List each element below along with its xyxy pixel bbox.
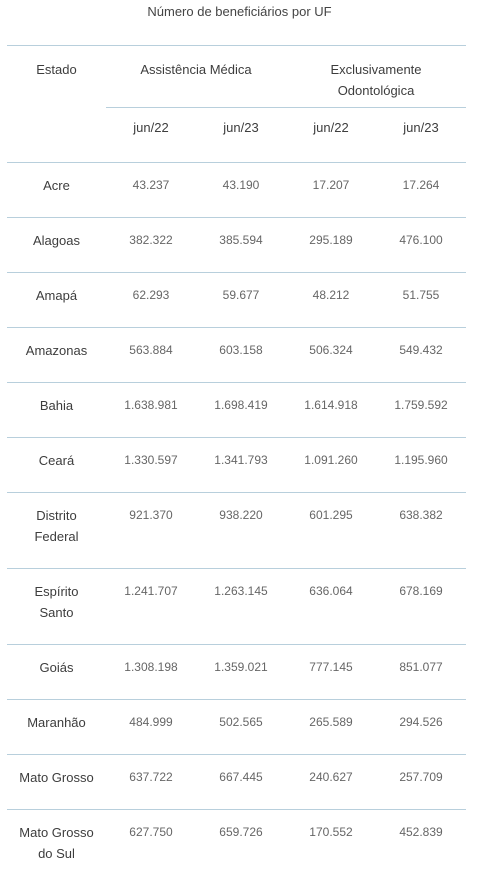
table-row (7, 218, 466, 273)
value-cell: 506.324 (286, 328, 376, 383)
table-row (7, 328, 466, 383)
value-cell: 476.100 (376, 218, 466, 273)
value-cell: 921.370 (106, 493, 196, 569)
value-cell: 452.839 (376, 810, 466, 886)
value-cell: 563.884 (106, 328, 196, 383)
value-cell: 17.207 (286, 163, 376, 218)
state-name: Maranhão (27, 715, 86, 730)
value-cell: 295.189 (286, 218, 376, 273)
value-cell: 1.263.145 (196, 569, 286, 645)
table-row (7, 810, 466, 886)
state-name: Amapá (35, 288, 78, 303)
value-cell: 1.341.793 (196, 438, 286, 493)
table-row (7, 700, 466, 755)
value-cell: 62.293 (106, 273, 196, 328)
state-cell (7, 163, 106, 218)
table-row (7, 163, 466, 218)
value-cell: 601.295 (286, 493, 376, 569)
table-row (7, 383, 466, 438)
header-group-dental-line1: Exclusivamente (330, 62, 422, 77)
header-period: jun/23 (196, 108, 286, 163)
value-cell: 636.064 (286, 569, 376, 645)
value-cell: 43.237 (106, 163, 196, 218)
state-cell (7, 810, 106, 886)
table-row (7, 438, 466, 493)
table-row (7, 755, 466, 810)
value-cell: 638.382 (376, 493, 466, 569)
value-cell: 265.589 (286, 700, 376, 755)
value-cell: 382.322 (106, 218, 196, 273)
value-cell: 1.614.918 (286, 383, 376, 438)
value-cell: 851.077 (376, 645, 466, 700)
header-group-dental (286, 46, 466, 108)
value-cell: 1.698.419 (196, 383, 286, 438)
state-name: Espírito (34, 584, 79, 599)
value-cell: 678.169 (376, 569, 466, 645)
state-name: Federal (34, 529, 79, 544)
value-cell: 549.432 (376, 328, 466, 383)
header-group-medical: Assistência Médica (140, 62, 252, 77)
state-name: Amazonas (25, 343, 88, 358)
value-cell: 1.091.260 (286, 438, 376, 493)
value-cell: 777.145 (286, 645, 376, 700)
state-name: Acre (43, 178, 70, 193)
value-cell: 1.759.592 (376, 383, 466, 438)
header-row (7, 46, 466, 108)
value-cell: 48.212 (286, 273, 376, 328)
value-cell: 637.722 (106, 755, 196, 810)
value-cell: 43.190 (196, 163, 286, 218)
value-cell: 51.755 (376, 273, 466, 328)
state-cell (7, 493, 106, 569)
state-cell (7, 328, 106, 383)
state-cell (7, 700, 106, 755)
value-cell: 1.241.707 (106, 569, 196, 645)
header-group-dental-line2: Odontológica (337, 83, 415, 98)
value-cell: 659.726 (196, 810, 286, 886)
state-name: do Sul (38, 846, 75, 861)
state-name: Mato Grosso (19, 770, 94, 785)
value-cell: 240.627 (286, 755, 376, 810)
header-period: jun/22 (106, 108, 196, 163)
value-cell: 502.565 (196, 700, 286, 755)
value-cell: 385.594 (196, 218, 286, 273)
state-name: Ceará (38, 453, 75, 468)
table-row (7, 273, 466, 328)
state-cell (7, 218, 106, 273)
table-row (7, 645, 466, 700)
state-cell (7, 438, 106, 493)
value-cell: 17.264 (376, 163, 466, 218)
value-cell: 627.750 (106, 810, 196, 886)
value-cell: 1.330.597 (106, 438, 196, 493)
state-cell (7, 645, 106, 700)
state-cell (7, 273, 106, 328)
value-cell: 938.220 (196, 493, 286, 569)
value-cell: 603.158 (196, 328, 286, 383)
state-name: Goiás (39, 660, 74, 675)
state-cell (7, 755, 106, 810)
state-name: Santo (39, 605, 74, 620)
value-cell: 170.552 (286, 810, 376, 886)
table-row (7, 569, 466, 645)
state-cell (7, 569, 106, 645)
state-name: Distrito (36, 508, 77, 523)
state-name: Alagoas (33, 233, 80, 248)
value-cell: 1.638.981 (106, 383, 196, 438)
table-body (7, 163, 466, 886)
value-cell: 667.445 (196, 755, 286, 810)
value-cell: 1.359.021 (196, 645, 286, 700)
value-cell: 1.308.198 (106, 645, 196, 700)
state-cell (7, 383, 106, 438)
value-cell: 484.999 (106, 700, 196, 755)
header-period: jun/23 (376, 108, 466, 163)
state-name: Bahia (39, 398, 74, 413)
table-row (7, 493, 466, 569)
value-cell: 59.677 (196, 273, 286, 328)
beneficiaries-table (7, 45, 466, 886)
header-period: jun/22 (286, 108, 376, 163)
header-state: Estado (36, 62, 77, 77)
value-cell: 294.526 (376, 700, 466, 755)
value-cell: 257.709 (376, 755, 466, 810)
state-name: Mato Grosso (19, 825, 94, 840)
value-cell: 1.195.960 (376, 438, 466, 493)
table-caption: Número de beneficiários por UF (147, 4, 332, 19)
